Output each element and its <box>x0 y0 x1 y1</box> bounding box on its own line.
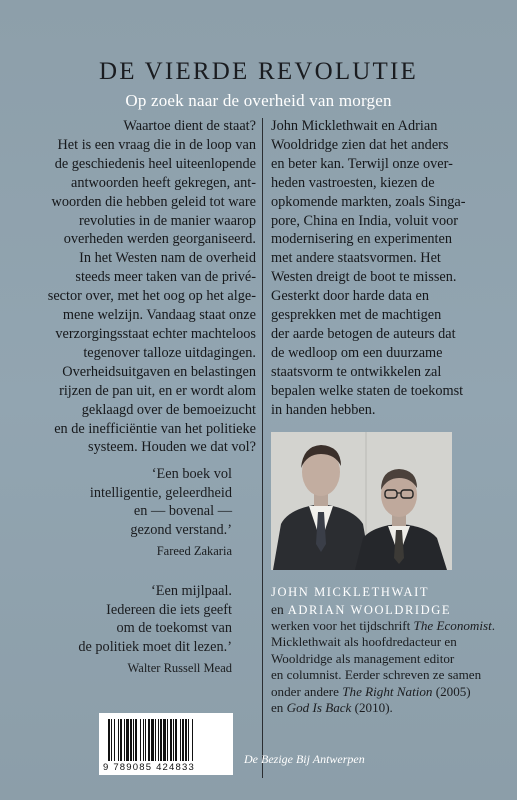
barcode-bar <box>158 719 159 761</box>
blurb-line: met andere staatsvormen. Het <box>271 250 441 267</box>
review-quote <box>90 465 232 561</box>
blurb-line: Gesterkt door harde data en <box>271 288 429 305</box>
blurb-line: overheden werden georganiseerd. <box>63 231 256 248</box>
bio-line: werken voor het tijdschrift The Economist. <box>271 618 496 633</box>
author-connector: en <box>271 602 284 617</box>
author-name-2-line <box>271 601 451 619</box>
barcode-bar <box>163 719 166 761</box>
barcode-bar <box>170 719 172 761</box>
blurb-line: systeem. Houden we dat vol? <box>88 439 256 456</box>
barcode-bar <box>133 719 134 761</box>
quote-source: Fareed Zakaria <box>156 544 232 558</box>
barcode-bar <box>143 719 144 761</box>
barcode-bar <box>140 719 141 761</box>
blurb-line: Overheidsuitgaven en belastingen <box>62 363 256 380</box>
bio-line: Micklethwait als hoofdredacteur en <box>271 634 457 650</box>
barcode-bar <box>160 719 162 761</box>
quote-line: intelligentie, geleerdheid <box>89 484 232 501</box>
author-name-2: ADRIAN WOOLDRIDGE <box>287 603 452 617</box>
blurb-line: heden vastroesten, kiezen de <box>271 174 435 191</box>
blurb-line: en de inefficiëntie van het politieke <box>54 420 256 437</box>
barcode-bar <box>151 719 154 761</box>
quote-line: en — bovenal — <box>133 503 232 519</box>
barcode-bar <box>118 719 119 761</box>
barcode-bar <box>180 719 181 761</box>
blurb-line: opkomende markten, zoals Singa- <box>271 193 466 210</box>
blurb-line: revoluties in de manier waarop <box>78 212 256 229</box>
barcode-bar <box>114 719 115 761</box>
bio-line: en God Is Back (2010). <box>271 700 393 716</box>
barcode-bar <box>182 719 184 761</box>
barcode-bar <box>124 719 125 761</box>
blurb-line: en beter kan. Terwijl onze over- <box>271 155 453 172</box>
barcode-bars <box>108 719 224 761</box>
blurb-line: In het Westen nam de overheid <box>79 250 256 267</box>
blurb-line: Waartoe dient de staat? <box>123 118 256 134</box>
blurb-right-column <box>271 117 486 420</box>
quote-source: Walter Russell Mead <box>127 661 232 675</box>
blurb-line: pore, China en India, voluit voor <box>271 212 459 229</box>
book-title: DE VIERDE REVOLUTIE <box>98 58 419 85</box>
isbn-number: 9 789085 424833 <box>103 762 195 773</box>
barcode-bar <box>167 719 168 761</box>
blurb-line: de wedloop om een duurzame <box>271 344 443 361</box>
author-photo-illustration <box>271 432 452 570</box>
author-name-1: JOHN MICKLETHWAIT <box>271 585 430 599</box>
blurb-line: bepalen welke staten de toekomst <box>271 382 464 399</box>
blurb-line: in handen hebben. <box>271 401 376 418</box>
bio-line: en columnist. Eerder schreven ze samen <box>271 667 482 683</box>
barcode-bar <box>135 719 137 761</box>
blurb-line: rijzen de pan uit, en er wordt alom <box>59 382 256 399</box>
author-names <box>271 584 451 619</box>
blurb-line: sector over, met het oog op het alge- <box>47 288 256 305</box>
publisher-name: De Bezige Bij Antwerpen <box>244 752 365 766</box>
blurb-left-column <box>46 117 256 457</box>
barcode-bar <box>130 719 132 761</box>
barcode-bar <box>108 719 110 761</box>
barcode-bar <box>111 719 112 761</box>
column-divider <box>262 118 263 778</box>
review-quote <box>78 582 232 678</box>
barcode-bar <box>126 719 129 761</box>
blurb-line: Wooldridge zien dat het anders <box>271 136 449 153</box>
isbn-barcode <box>99 713 233 775</box>
blurb-line: mene welzijn. Vandaag staat onze <box>62 307 256 324</box>
blurb-line: antwoorden heeft gekregen, ant- <box>71 174 256 191</box>
blurb-line: tegenover talloze uitdagingen. <box>83 344 256 361</box>
blurb-line: Westen dreigt de boot te missen. <box>271 269 457 286</box>
quote-line: ‘Een boek vol <box>151 466 232 482</box>
barcode-bar <box>155 719 156 761</box>
quote-line: om de toekomst van <box>116 620 232 636</box>
barcode-bar <box>173 719 174 761</box>
quote-line: Iedereen die iets geeft <box>106 601 232 618</box>
quote-line: gezond verstand.’ <box>130 521 232 538</box>
bio-line: Wooldridge als management editor <box>271 650 455 666</box>
blurb-line: de geschiedenis heel uiteenlopende <box>54 155 256 172</box>
quote-line: ‘Een mijlpaal. <box>151 583 232 599</box>
author-bio <box>271 618 496 716</box>
barcode-bar <box>188 719 189 761</box>
blurb-line: gesprekken met de machtigen <box>271 307 442 324</box>
blurb-line: woorden die hebben geleid tot ware <box>51 193 256 210</box>
barcode-bar <box>192 719 193 761</box>
blurb-line: steeds meer taken van de privé- <box>75 269 256 286</box>
quote-line: de politiek moet dit lezen.’ <box>78 638 232 655</box>
blurb-line: verzorgingsstaat echter machteloos <box>55 325 256 342</box>
blurb-line: geklaagd over de bemoeizucht <box>81 401 256 418</box>
blurb-line: Het is een vraag die in de loop van <box>57 136 256 153</box>
blurb-line: staatsvorm te ontwikkelen zal <box>271 363 442 380</box>
blurb-line: der aarde betogen de auteurs dat <box>271 325 456 342</box>
barcode-bar <box>175 719 177 761</box>
author-photo <box>271 432 452 570</box>
barcode-bar <box>145 719 146 761</box>
blurb-line: modernisering en experimenten <box>271 231 453 248</box>
barcode-bar <box>185 719 187 761</box>
barcode-bar <box>148 719 150 761</box>
bio-line: onder andere The Right Nation (2005) <box>271 683 471 699</box>
blurb-line: John Micklethwait en Adrian <box>271 118 438 134</box>
book-subtitle: Op zoek naar de overheid van morgen <box>125 91 392 110</box>
barcode-bar <box>120 719 122 761</box>
